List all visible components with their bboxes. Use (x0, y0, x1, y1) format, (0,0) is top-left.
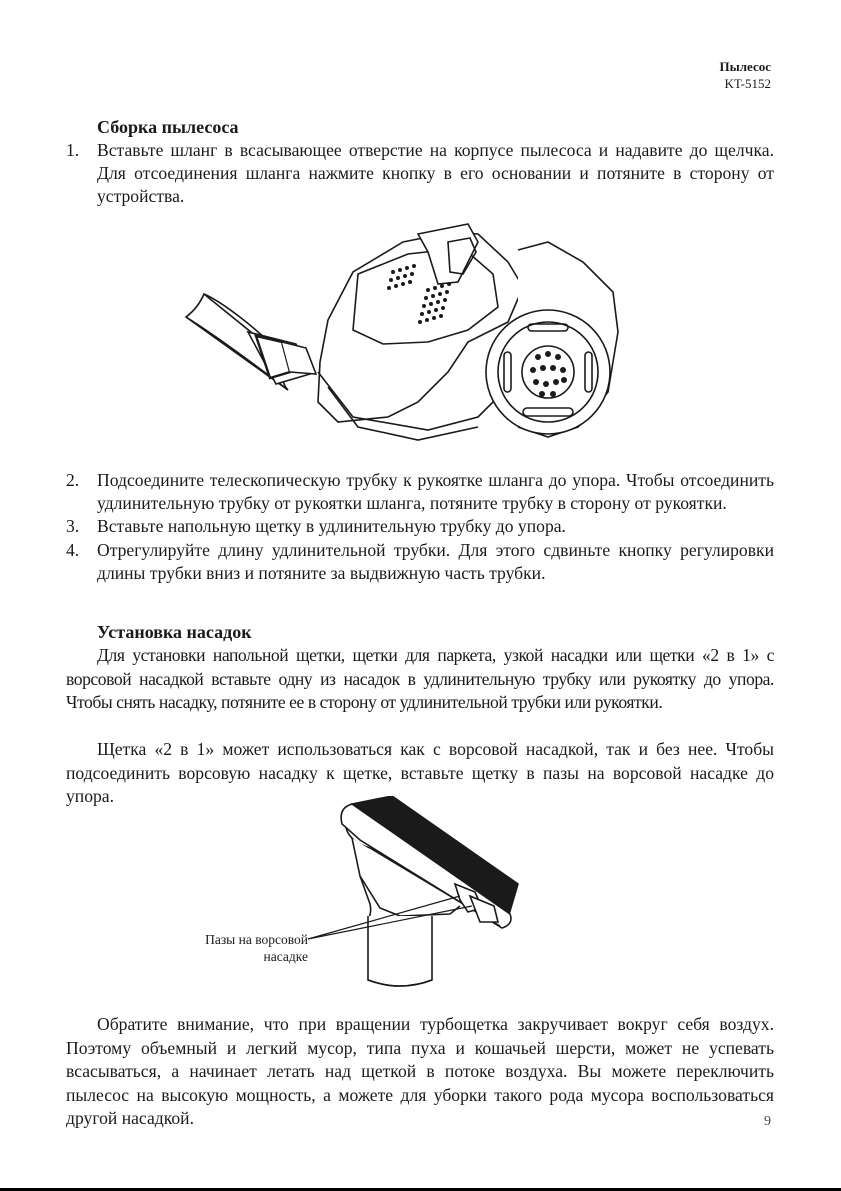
list-item (66, 469, 774, 515)
page-number: 9 (764, 1114, 771, 1129)
assembly-steps-bottom (66, 469, 774, 585)
step-text: Вставьте шланг в всасывающее отверстие на корпусе пылесоса и надавите до щелчка. Для отсоединения шланга нажмите кнопку в его основании и потяните в сторону от устройства. (97, 140, 774, 207)
attachments-title: Установка насадок (97, 622, 252, 642)
list-item (66, 539, 774, 585)
step-number: 1. (66, 140, 80, 160)
callout-line-2: насадке (263, 949, 308, 964)
list-item (66, 515, 774, 538)
step-text: Вставьте напольную щетку в удлинительную трубку до упора. (97, 516, 566, 537)
step-number: 2. (66, 470, 80, 490)
header-model: KT-5152 (724, 76, 771, 91)
step-text: Отрегулируйте длину удлинительной трубки. Для этого сдвиньте кнопку регулировки длины трубки вниз и потяните за выдвижную часть трубки. (97, 539, 774, 583)
step-number: 3. (66, 516, 80, 537)
list-item (66, 139, 774, 209)
running-header (719, 58, 771, 92)
attachments-paragraph-1: Для установки напольной щетки, щетки для паркета, узкой насадки или щетки «2 в 1» с ворсовой насадкой вставьте одну из насадок в удлинительную трубку или рукоятку до упора. Чтобы снять насадку, потяните ее в сторону от удлинительной трубки или рукоятки. (66, 645, 774, 712)
nozzle-slots-callout (205, 931, 308, 965)
step-text: Подсоедините телескопическую трубку к рукоятке шланга до упора. Чтобы отсоединить удлинительную трубку от рукоятки шланга, потяните трубку в сторону от рукоятки. (97, 470, 774, 514)
attachments-paragraph-2: Щетка «2 в 1» может использоваться как с ворсовой насадкой, так и без нее. Чтобы подсоединить ворсовую насадку к щетке, вставьте щетку в пазы на ворсовой насадке до упора. (66, 739, 774, 806)
assembly-steps-top (66, 139, 774, 209)
brush-nozzle-illustration (300, 796, 530, 996)
callout-line-1: Пазы на ворсовой (205, 932, 308, 947)
header-title: Пылесос (719, 59, 771, 74)
step-number: 4. (66, 539, 80, 560)
turbobrush-note: Обратите внимание, что при вращении турбощетка закручивает вокруг себя воздух. Поэтому объемный и легкий мусор, типа пуха и кошачьей шерсти, может не успевать всасываться, а начинает летать над щеткой в потоке воздуха. Вы можете переключить пылесос на высокую мощность, а можете для уборки такого рода мусора воспользоваться другой насадкой. (66, 1014, 774, 1128)
assembly-title: Сборка пылесоса (97, 117, 239, 137)
vacuum-hose-illustration (178, 212, 633, 462)
